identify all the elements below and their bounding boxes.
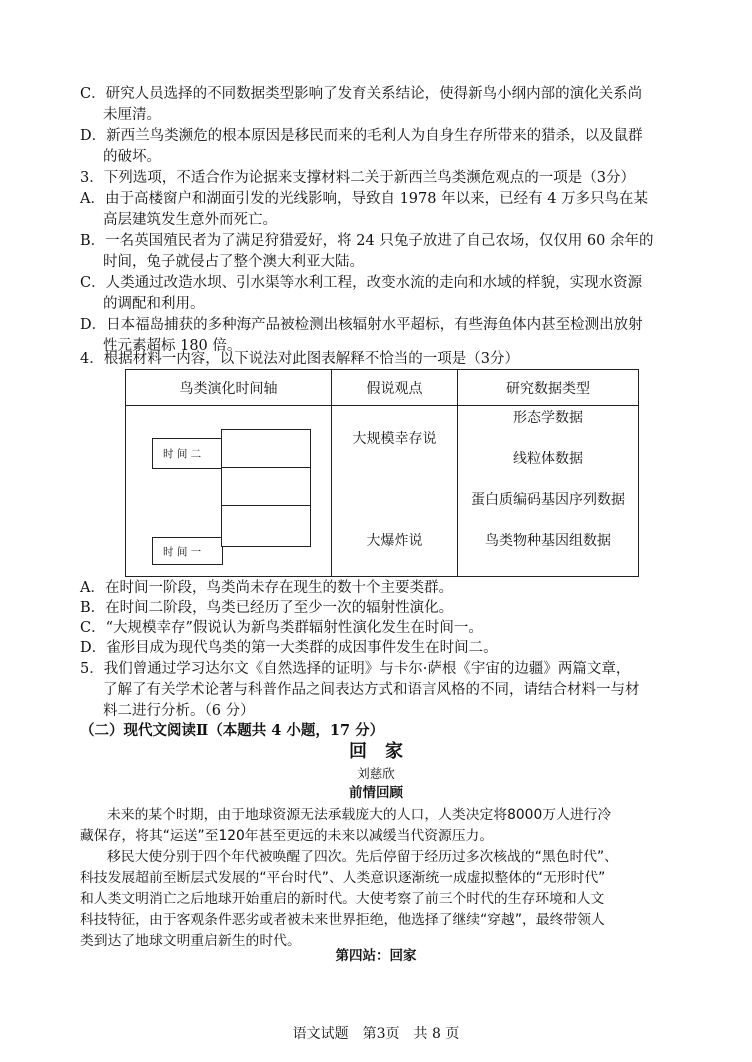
paragraph-line: 未来的某个时期，由于地球资源无法承载庞大的人口，人类决定将8000万人进行冷 xyxy=(107,807,612,823)
text-line: 的破坏。 xyxy=(103,149,161,165)
time-label: 时 间 一 xyxy=(163,546,202,558)
text-line: 料二进行分析。（6 分） xyxy=(103,703,255,719)
recap-heading: 前情回顾 xyxy=(349,785,403,801)
data-type: 鸟类物种基因组数据 xyxy=(485,533,611,549)
question-3: 3．下列选项，不适合作为论据来支撑材料二关于新西兰鸟类濒危观点的一项是（3分） xyxy=(80,170,635,186)
data-type: 线粒体数据 xyxy=(513,451,583,467)
time-label: 时 间 二 xyxy=(163,448,202,460)
hypothesis: 大爆炸说 xyxy=(366,533,423,549)
timeline-cell xyxy=(126,406,332,577)
evolution-table xyxy=(125,369,639,577)
text-line: C．研究人员选择的不同数据类型影响了发育关系结论，使得新鸟小纲内部的演化关系尚 xyxy=(80,86,643,102)
table-header: 鸟类演化时间轴 xyxy=(126,370,332,406)
branch-box xyxy=(221,467,311,507)
paragraph-line: 和人类文明消亡之后地球开始重启的新时代。大使考察了前三个时代的生存环境和人文 xyxy=(80,891,605,907)
data-type: 蛋白质编码基因序列数据 xyxy=(471,492,625,508)
data-type: 形态学数据 xyxy=(513,410,583,426)
section-heading: （二）现代文阅读Ⅱ（本题共 4 小题，17 分） xyxy=(80,722,385,739)
text-line: C．人类通过改造水坝、引水渠等水利工程，改变水流的走向和水域的样貌，实现水资源 xyxy=(80,275,643,291)
paragraph-line: 科技发展超前至断层式发展的“平台时代”、人类意识逐渐统一成虚拟整体的“无形时代” xyxy=(80,870,606,886)
question-5: 5．我们曾通过学习达尔文《自然选择的证明》与卡尔·萨根《宇宙的边疆》两篇文章， xyxy=(80,661,631,677)
question-4: 4．根据材料一内容，以下说法对此图表解释不恰当的一项是（3分） xyxy=(80,351,519,367)
text-line: D．新西兰鸟类濒危的根本原因是移民而来的毛利人为自身生存所带来的猎杀，以及鼠群 xyxy=(80,128,643,144)
text-line: D．日本福岛捕获的多种海产品被检测出核辐射水平超标，有些海鱼体内甚至检测出放射 xyxy=(80,317,643,333)
table-header: 假说观点 xyxy=(332,370,458,406)
hypothesis: 大规模幸存说 xyxy=(352,431,437,447)
page-footer: 语文试题 第3页 共 8 页 xyxy=(292,1026,460,1042)
paragraph-line: 类到达了地球文明重启新生的时代。 xyxy=(80,933,301,949)
station-heading: 第四站：回家 xyxy=(335,948,417,964)
paragraph-line: 藏保存，将其“运送”至120年甚至更远的未来以减缓当代资源压力。 xyxy=(80,828,494,844)
option-line: D．雀形目成为现代鸟类的第一大类群的成因事件发生在时间二。 xyxy=(80,640,498,656)
table-header: 研究数据类型 xyxy=(458,370,639,406)
text-line: 性元素超标 180 倍。 xyxy=(103,338,242,354)
branch-box xyxy=(221,429,311,469)
text-line: 未厘清。 xyxy=(103,107,161,123)
time-box xyxy=(152,537,223,565)
text-line: 时间，兔子就侵占了整个澳大利亚大陆。 xyxy=(103,254,364,270)
text-line: A．由于高楼窗户和湖面引发的光线影响，导致自 1978 年以来，已经有 4 万多只鸟在某 xyxy=(80,191,649,207)
story-author: 刘慈欣 xyxy=(357,766,395,781)
paragraph-line: 科技特征，由于客观条件恶劣或者被未来世界拒绝，他选择了继续“穿越”，最终带领人 xyxy=(80,912,605,928)
branch-box xyxy=(221,505,311,547)
story-title: 回 家 xyxy=(349,741,403,762)
option-line: A．在时间一阶段，鸟类尚未存在现生的数十个主要类群。 xyxy=(80,580,453,596)
timeline-diagram xyxy=(126,406,331,576)
data-type-cell xyxy=(458,406,639,577)
text-line: 的调配和利用。 xyxy=(103,296,205,312)
option-line: B．在时间二阶段，鸟类已经历了至少一次的辐射性演化。 xyxy=(80,600,454,616)
text-line: 了解了有关学术论著与科普作品之间表达方式和语言风格的不同，请结合材料一与材 xyxy=(103,682,640,698)
paragraph-line: 移民大使分别于四个年代被唤醒了四次。先后停留于经历过多次核战的“黑色时代”、 xyxy=(107,849,618,865)
option-line: C．“大规模幸存”假说认为新鸟类群辐射性演化发生在时间一。 xyxy=(80,620,483,636)
time-box xyxy=(152,438,223,469)
text-line: 高层建筑发生意外而死亡。 xyxy=(103,212,277,228)
text-line: B．一名英国殖民者为了满足狩猎爱好，将 24 只兔子放进了自己农场，仅仅用 60 余年的 xyxy=(80,233,654,249)
hypothesis-cell xyxy=(332,406,458,577)
